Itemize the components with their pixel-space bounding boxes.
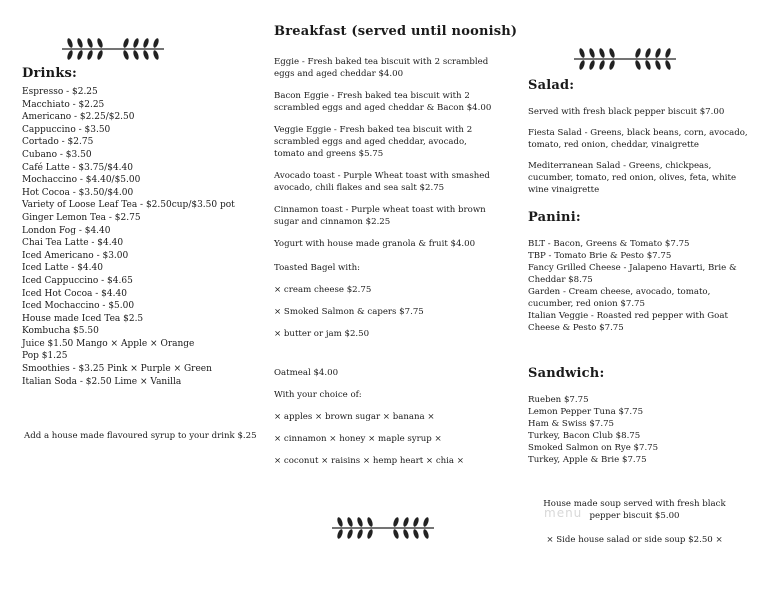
laurel-ornament-icon — [570, 46, 680, 72]
oatmeal-block — [274, 367, 496, 467]
panini-items — [528, 238, 753, 334]
menu-item: Cinnamon toast - Purple wheat toast with brown sugar and cinnamon $2.25 — [274, 205, 486, 227]
list-item: Ham & Swiss $7.75 — [528, 419, 615, 429]
list-item: Lemon Pepper Tuna $7.75 — [528, 407, 644, 417]
list-item: Juice $1.50 Mango × Apple × Orange — [22, 338, 195, 349]
list-item: Iced Mochaccino - $5.00 — [22, 301, 135, 312]
list-item: Kombucha $5.50 — [22, 326, 99, 337]
list-item: Iced Cappuccino - $4.65 — [22, 275, 133, 286]
menu-item: × Smoked Salmon & capers $7.75 — [274, 307, 424, 317]
menu-item: Veggie Eggie - Fresh baked tea biscuit with 2 scrambled eggs and aged cheddar, avocado, tomato and greens $5.75 — [274, 125, 473, 159]
salad-items — [528, 106, 753, 196]
bagel-heading: Toasted Bagel with: — [274, 263, 361, 273]
list-item: Turkey, Bacon Club $8.75 — [528, 431, 641, 441]
menu-item: Garden - Cream cheese, avocado, tomato, cucumber, red onion $7.75 — [528, 287, 711, 309]
menu-item: × cream cheese $2.75 — [274, 285, 372, 295]
salad-heading: Salad: — [528, 78, 575, 93]
list-item: Smoked Salmon on Rye $7.75 — [528, 443, 659, 453]
menu-item: TBP - Tomato Brie & Pesto $7.75 — [528, 251, 672, 261]
list-item: Italian Soda - $2.50 Lime × Vanilla — [22, 376, 182, 387]
laurel-ornament-icon — [58, 36, 168, 62]
breakfast-items — [274, 56, 496, 340]
menu-item: Fiesta Salad - Greens, black beans, corn, avocado, tomato, red onion, cheddar, vinaigrette — [528, 128, 748, 150]
list-item: Americano - $2.25/$2.50 — [22, 112, 135, 123]
breakfast-heading: Breakfast (served until noonish) — [274, 24, 518, 39]
syrup-note: Add a house made flavoured syrup to your drink $.25 — [24, 431, 257, 441]
laurel-ornament-icon — [328, 515, 438, 541]
menu-item: BLT - Bacon, Greens & Tomato $7.75 — [528, 239, 690, 249]
oatmeal-title: Oatmeal $4.00 — [274, 368, 339, 378]
menu-item: Avocado toast - Purple Wheat toast with smashed avocado, chili flakes and sea salt $2.75 — [274, 171, 490, 193]
list-item: Iced Hot Cocoa - $4.40 — [22, 288, 127, 299]
sandwich-list — [528, 394, 658, 466]
menu-item: Served with fresh black pepper biscuit $7.00 — [528, 107, 725, 117]
list-item: Café Latte - $3.75/$4.40 — [22, 162, 133, 173]
menu-item: Italian Veggie - Roasted red pepper with Goat Cheese & Pesto $7.75 — [528, 311, 728, 333]
soup-block — [532, 498, 737, 546]
watermark: menu — [544, 506, 583, 520]
list-item: Variety of Loose Leaf Tea - $2.50cup/$3.50 pot — [22, 200, 235, 211]
side-note: × Side house salad or side soup $2.50 × — [546, 535, 723, 545]
list-item: Rueben $7.75 — [528, 395, 589, 405]
menu-item: Yogurt with house made granola & fruit $4.00 — [274, 239, 476, 249]
list-item: Cortado - $2.75 — [22, 137, 94, 148]
list-item: House made Iced Tea $2.5 — [22, 313, 144, 324]
list-item: Cubano - $3.50 — [22, 149, 92, 160]
list-item: Pop $1.25 — [22, 351, 68, 362]
list-item: Hot Cocoa - $3.50/$4.00 — [22, 187, 134, 198]
oatmeal-options: × coconut × raisins × hemp heart × chia × — [274, 456, 464, 466]
menu-item: Mediterranean Salad - Greens, chickpeas, cucumber, tomato, red onion, olives, feta, white wine vinaigrette — [528, 161, 737, 195]
oatmeal-options: × cinnamon × honey × maple syrup × — [274, 434, 442, 444]
list-item: Turkey, Apple & Brie $7.75 — [528, 455, 647, 465]
menu-item: Eggie - Fresh baked tea biscuit with 2 scrambled eggs and aged cheddar $4.00 — [274, 57, 489, 79]
menu-item: Bacon Eggie - Fresh baked tea biscuit with 2 scrambled eggs and aged cheddar & Bacon $4.00 — [274, 91, 492, 113]
oatmeal-options: × apples × brown sugar × banana × — [274, 412, 435, 422]
drinks-heading: Drinks: — [22, 66, 78, 81]
menu-item: × butter or jam $2.50 — [274, 329, 370, 339]
list-item: Iced Americano - $3.00 — [22, 250, 129, 261]
list-item: London Fog - $4.40 — [22, 225, 111, 236]
list-item: Macchiato - $2.25 — [22, 99, 105, 110]
list-item: Espresso - $2.25 — [22, 87, 98, 97]
oatmeal-choice: With your choice of: — [274, 390, 362, 400]
panini-heading: Panini: — [528, 210, 581, 225]
list-item: Iced Latte - $4.40 — [22, 263, 103, 274]
drinks-list — [22, 86, 235, 388]
list-item: Ginger Lemon Tea - $2.75 — [22, 212, 141, 223]
menu-item: Fancy Grilled Cheese - Jalapeno Havarti, Brie & Cheddar $8.75 — [528, 263, 737, 285]
list-item: Chai Tea Latte - $4.40 — [22, 238, 124, 249]
soup-note: House made soup served with fresh black pepper biscuit $5.00 — [543, 499, 726, 521]
list-item: Mochaccino - $4.40/$5.00 — [22, 175, 141, 186]
sandwich-heading: Sandwich: — [528, 366, 605, 381]
list-item: Cappuccino - $3.50 — [22, 124, 111, 135]
list-item: Smoothies - $3.25 Pink × Purple × Green — [22, 364, 212, 375]
